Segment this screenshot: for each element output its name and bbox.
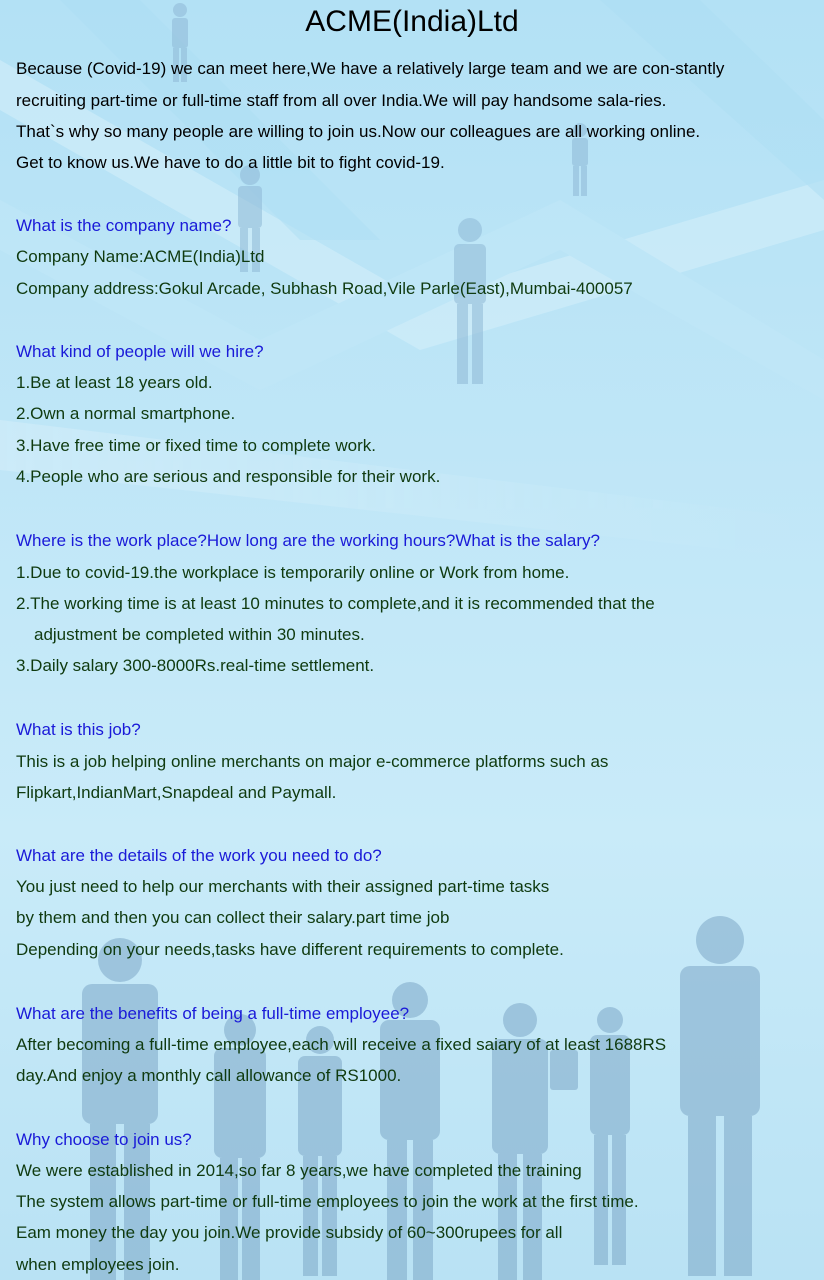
page-title: ACME(India)Ltd: [305, 5, 519, 38]
answer-line: 3.Have free time or fixed time to complete work.: [16, 436, 376, 455]
answer-line: by them and then you can collect their salary.part time job: [16, 908, 450, 927]
answer-line: Company Name:ACME(India)Ltd: [16, 247, 265, 266]
answer-line: Flipkart,IndianMart,Snapdeal and Paymall.: [16, 783, 337, 802]
answer-line: 2.Own a normal smartphone.: [16, 404, 236, 423]
question-what-job: What is this job?: [16, 720, 141, 739]
answer-line: Company address:Gokul Arcade, Subhash Road,Vile Parle(East),Mumbai-400057: [16, 279, 633, 298]
answer-line: We were established in 2014,so far 8 years,we have completed the training: [16, 1161, 582, 1180]
intro-line: That`s why so many people are willing to join us.Now our colleagues are all working online.: [16, 122, 701, 141]
answer-line: 3.Daily salary 300-8000Rs.real-time settlement.: [16, 656, 375, 675]
question-who-we-hire: What kind of people will we hire?: [16, 342, 264, 361]
answer-line: 1.Due to covid-19.the workplace is temporarily online or Work from home.: [16, 563, 570, 582]
answer-line: day.And enjoy a monthly call allowance of RS1000.: [16, 1066, 402, 1085]
intro-line: Because (Covid-19) we can meet here,We have a relatively large team and we are con-stantly: [16, 59, 725, 78]
answer-line: 2.The working time is at least 10 minutes to complete,and it is recommended that the: [16, 594, 655, 613]
question-company-name: What is the company name?: [16, 216, 232, 235]
answer-line: 4.People who are serious and responsible for their work.: [16, 467, 441, 486]
answer-line: The system allows part-time or full-time employees to join the work at the first time.: [16, 1192, 639, 1211]
answer-line: After becoming a full-time employee,each will receive a fixed saiary of at least 1688RS: [16, 1035, 667, 1054]
answer-line: 1.Be at least 18 years old.: [16, 373, 213, 392]
intro-line: recruiting part-time or full-time staff from all over India.We will pay handsome sala-ries.: [16, 91, 667, 110]
question-why-join: Why choose to join us?: [16, 1130, 192, 1149]
answer-line: You just need to help our merchants with their assigned part-time tasks: [16, 877, 550, 896]
question-full-time-benefits: What are the benefits of being a full-time employee?: [16, 1004, 410, 1023]
intro-line: Get to know us.We have to do a little bit to fight covid-19.: [16, 153, 445, 172]
answer-line: Depending on your needs,tasks have different requirements to complete.: [16, 940, 564, 959]
answer-line: Eam money the day you join.We provide subsidy of 60~300rupees for all: [16, 1223, 563, 1242]
answer-line: when employees join.: [16, 1255, 180, 1274]
answer-line: adjustment be completed within 30 minutes.: [34, 625, 365, 644]
question-work-place: Where is the work place?How long are the working hours?What is the salary?: [16, 531, 600, 550]
question-work-details: What are the details of the work you need to do?: [16, 846, 382, 865]
answer-line: This is a job helping online merchants on major e-commerce platforms such as: [16, 752, 609, 771]
